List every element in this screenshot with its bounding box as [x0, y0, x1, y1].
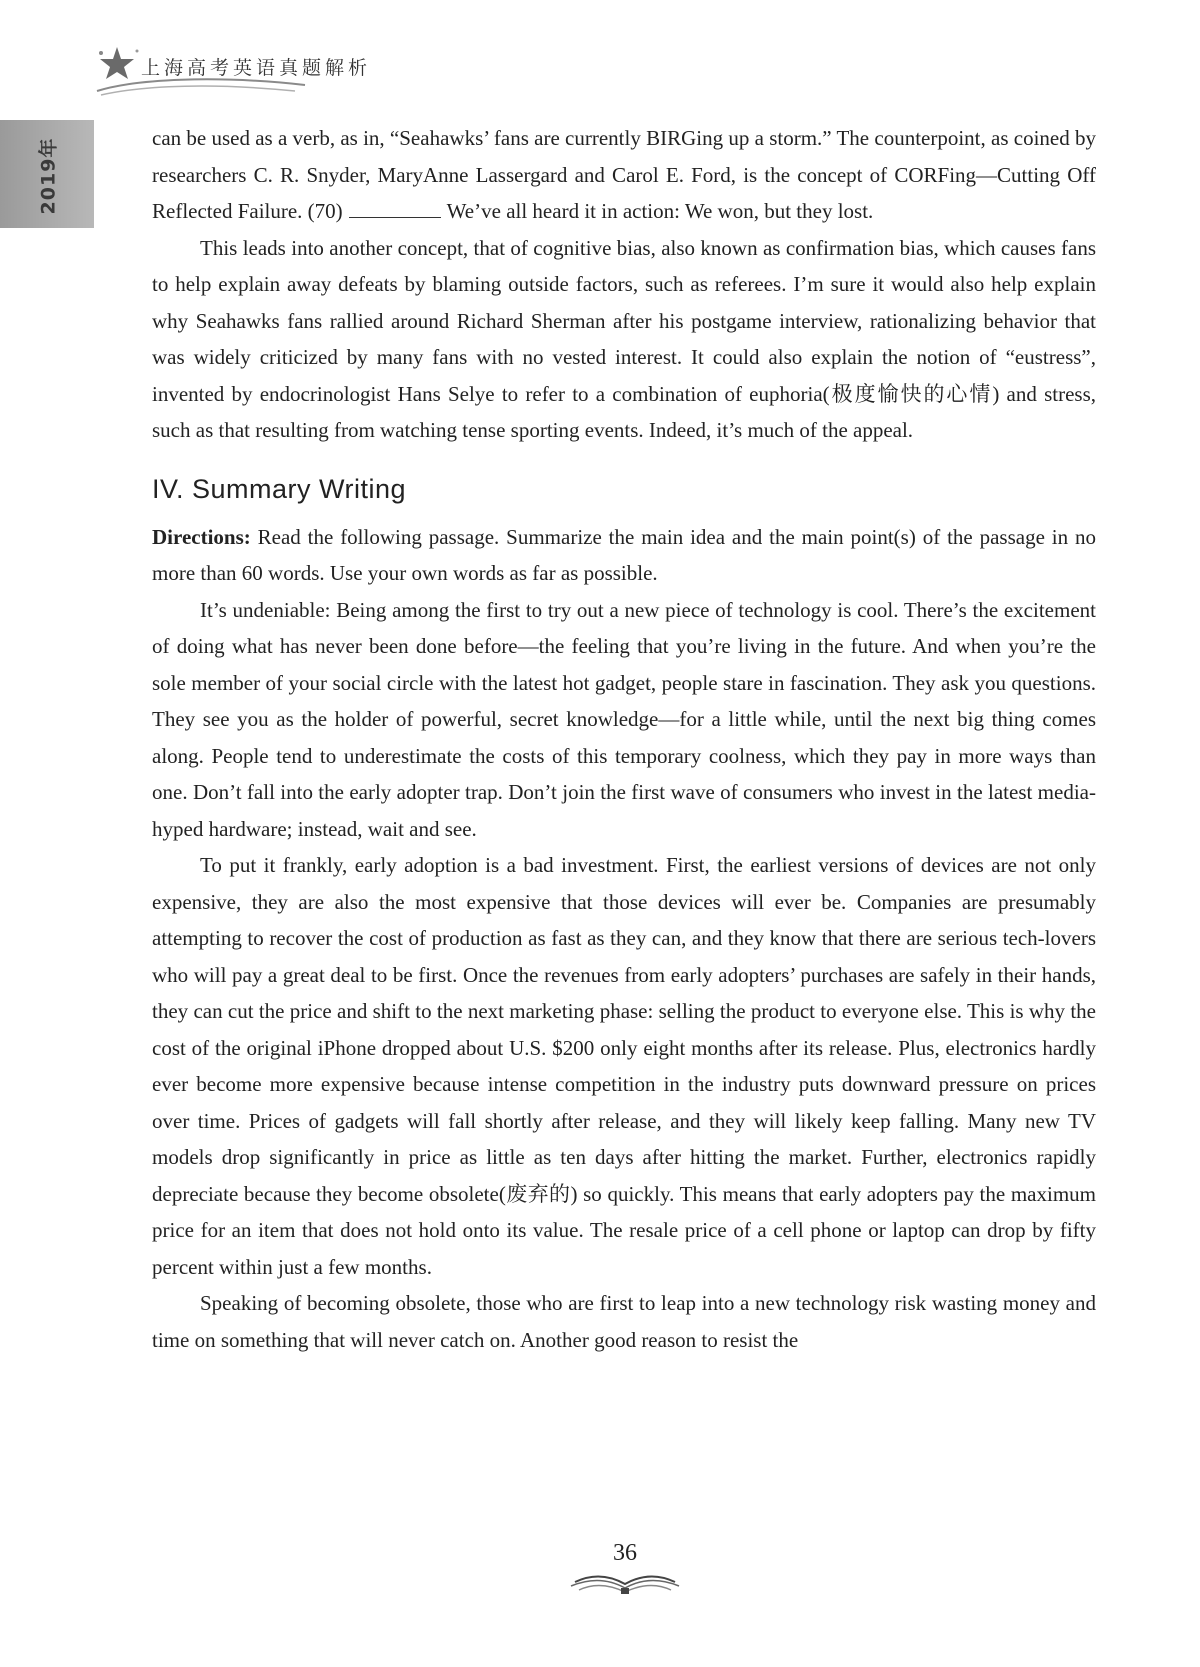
- swoosh-decoration: [95, 71, 315, 101]
- answer-blank-70[interactable]: [349, 197, 441, 218]
- paragraph: This leads into another concept, that of cognitive bias, also known as confirmation bias, which causes fans to help explain away defeats by blaming outside factors, such as referees. I’m sure it would also help explain why Seahawks fans rallied around Richard Sherman after his postgame interview, rationalizing behavior that was widely criticized by many fans with no vested interest. It could also explain the notion of “eustress”, invented by endocrinologist Hans Selye to refer to a combination of euphoria(极度愉快的心情) and stress, such as that resulting from watching tense sporting events. Indeed, it’s much of the appeal.: [152, 235, 1096, 442]
- directions-label: Directions:: [152, 524, 251, 549]
- year-label: 2019年: [37, 137, 60, 215]
- page-header: [95, 45, 415, 95]
- page-content: [152, 120, 1096, 1358]
- book-title: 上海高考英语真题解析: [141, 57, 372, 79]
- directions-text: Read the following passage. Summarize the main idea and the main point(s) of the passage in no more than 60 words. Use your own words as far as possible.: [152, 524, 1096, 585]
- paragraph-text: We’ve all heard it in action: We won, but they lost.: [446, 199, 874, 223]
- passage-paragraph: It’s undeniable: Being among the first to try out a new piece of technology is cool. There’s the excitement of doing what has never been done before—the feeling that you’re living in the future. And when you’re the sole member of your social circle with the latest hot gadget, people stare in fascination. They ask you questions. They see you as the holder of powerful, secret knowledge—for a little while, until the next big thing comes along. People tend to underestimate the costs of this temporary coolness, which they pay in more ways than one. Don’t fall into the early adopter trap. Don’t join the first wave of consumers who invest in the latest media-hyped hardware; instead, wait and see.: [152, 597, 1096, 841]
- directions: [152, 519, 1096, 592]
- page-number: 36: [613, 1540, 637, 1566]
- paragraph: [152, 120, 1096, 230]
- open-book-icon: [565, 1560, 685, 1600]
- paragraph-text: can be used as a verb, as in, “Seahawks’ fans are currently BIRGing up a storm.” The counterpoint, as coined by researchers C. R. Snyder, MaryAnne Lassergard and Carol E. Ford, is the concept of CORFing—Cutting Off Reflected Failure. (70): [152, 126, 1096, 223]
- section-heading: IV. Summary Writing: [152, 473, 407, 504]
- page-footer: [565, 1540, 685, 1600]
- passage-paragraph: Speaking of becoming obsolete, those who are first to leap into a new technology risk wasting money and time on something that will never catch on. Another good reason to resist the: [152, 1291, 1096, 1352]
- passage-paragraph: To put it frankly, early adoption is a bad investment. First, the earliest versions of devices are not only expensive, they are also the most expensive that those devices will ever be. Companies are presumably attempting to recover the cost of production as fast as they can, and they know that there are serious tech-lovers who will pay a great deal to be first. Once the revenues from early adopters’ purchases are safely in their hands, they can cut the price and shift to the next marketing phase: selling the product to everyone else. This is why the cost of the original iPhone dropped about U.S. $200 only eight months after its release. Plus, electronics hardly ever become more expensive because intense competition in the industry puts downward pressure on prices over time. Prices of gadgets will fall shortly after release, and they will likely keep falling. Many new TV models drop significantly in price as little as ten days after hitting the market. Further, electronics rapidly depreciate because they become obsolete(废弃的) so quickly. This means that early adopters pay the maximum price for an item that does not hold onto its value. The resale price of a cell phone or laptop can drop by fifty percent within just a few months.: [152, 853, 1096, 1279]
